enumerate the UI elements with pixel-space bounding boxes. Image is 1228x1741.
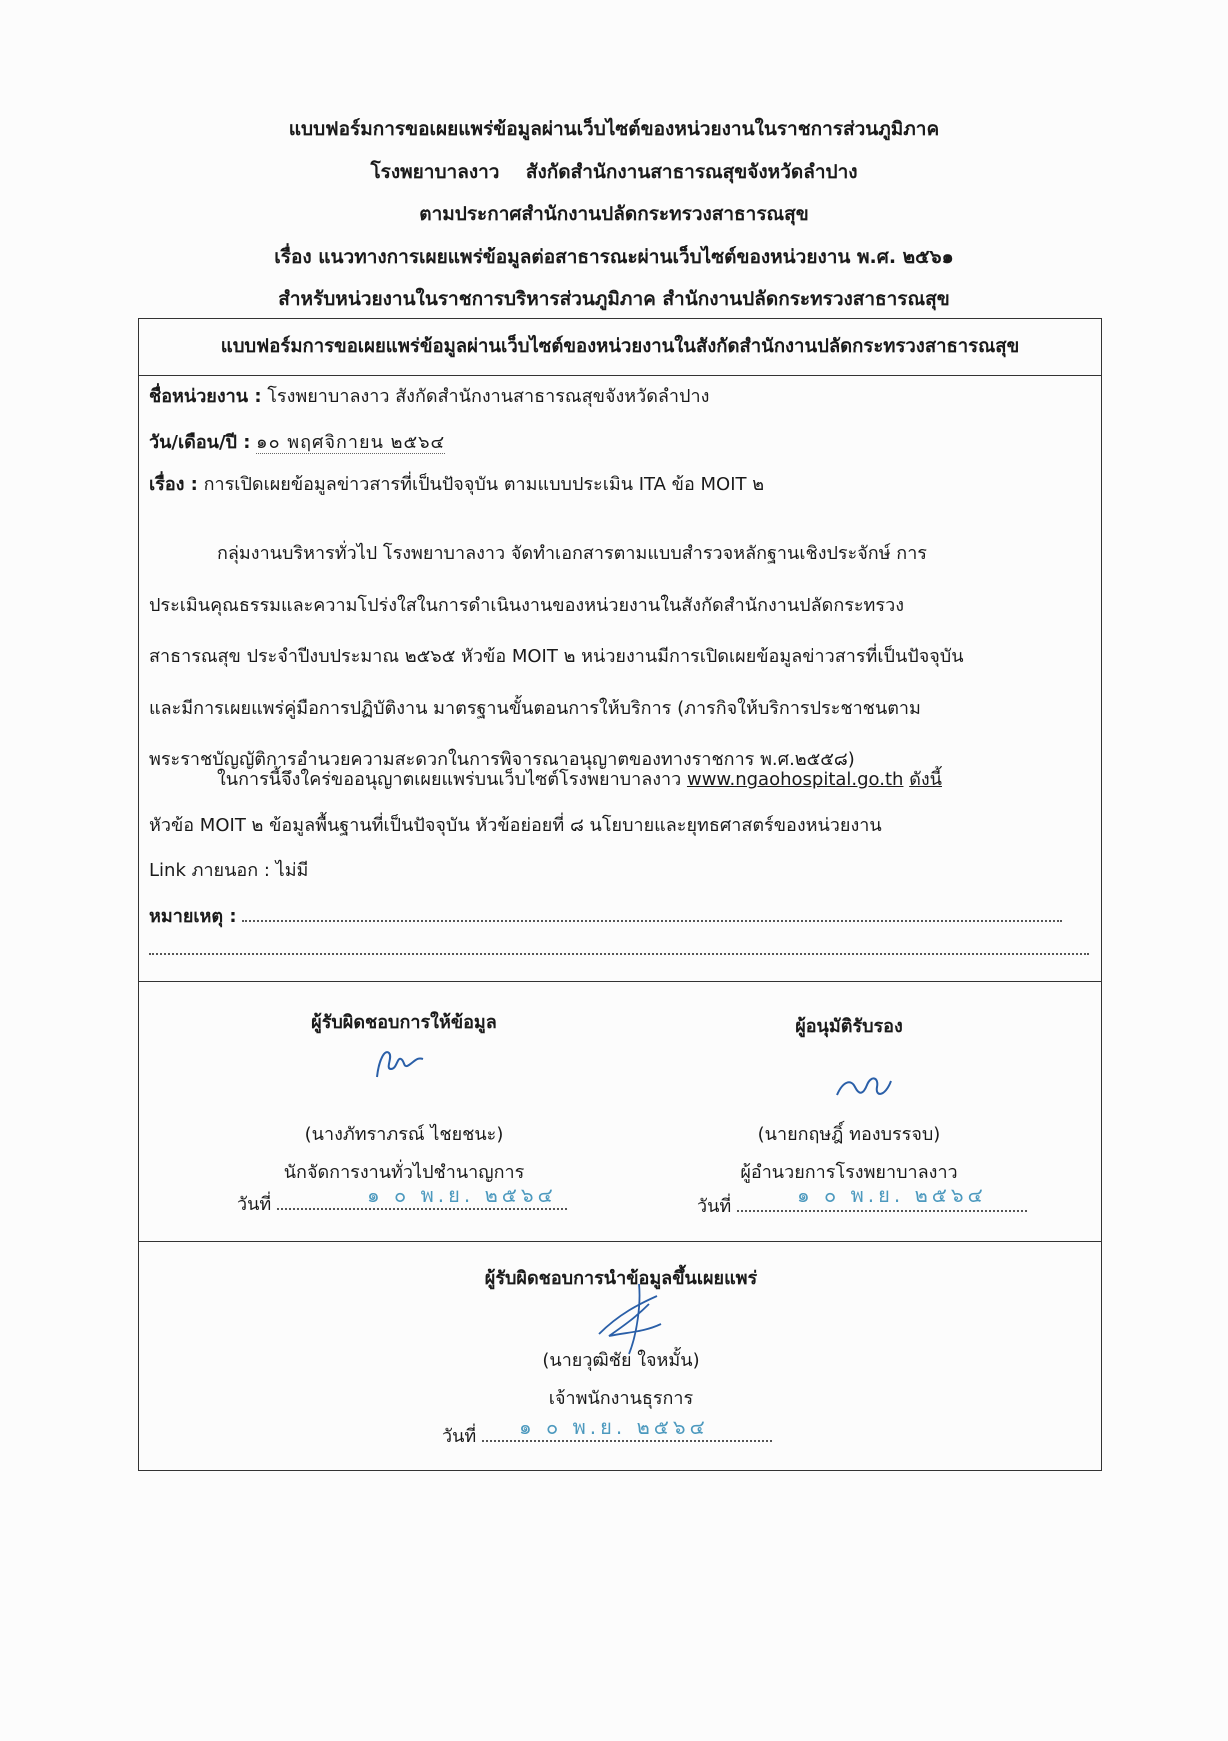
body-line: และมีการเผยแพร่คู่มือการปฏิบัติงาน มาตรฐานขั้นตอนการให้บริการ (ภารกิจให้บริการประชาชนตาม: [149, 697, 921, 719]
topic-row: หัวข้อ MOIT ๒ ข้อมูลพื้นฐานที่เป็นปัจจุบัน หัวข้อย่อยที่ ๘ นโยบายและยุทธศาสตร์ของหน่วยงาน: [149, 815, 882, 836]
bottom-date-stamp: ๑ ๐ พ.ย. ๒๕๖๔: [519, 1415, 709, 1439]
divider: [139, 1241, 1101, 1242]
subject-value: การเปิดเผยข้อมูลข่าวสารที่เป็นปัจจุบัน ตามแบบประเมิน ITA ข้อ MOIT ๒: [203, 474, 765, 495]
body-line: พระราชบัญญัติการอำนวยความสะดวกในการพิจารณาอนุญาตของทางราชการ พ.ศ.๒๕๕๘): [149, 749, 855, 770]
header-line-4: เรื่อง แนวทางการเผยแพร่ข้อมูลต่อสาธารณะผ่านเว็บไซต์ของหน่วยงาน พ.ศ. ๒๕๖๑: [274, 245, 954, 268]
right-signer-heading: ผู้อนุมัติรับรอง: [795, 1016, 903, 1037]
link-label: Link ภายนอก :: [149, 860, 270, 881]
header-line-2: โรงพยาบาลงาว สังกัดสำนักงานสาธารณสุขจังหวัดลำปาง: [370, 160, 858, 183]
request-text: ในการนี้จึงใคร่ขออนุญาตเผยแพร่บนเว็บไซต์โรงพยาบาลงาว: [217, 769, 682, 790]
divider: [139, 981, 1101, 982]
bottom-signer-heading: ผู้รับผิดชอบการนำข้อมูลขึ้นเผยแพร่: [484, 1268, 758, 1289]
right-date-label: วันที่: [697, 1196, 732, 1217]
header-line-3: ตามประกาศสำนักงานปลัดกระทรวงสาธารณสุข: [419, 203, 809, 225]
right-date-stamp: ๑ ๐ พ.ย. ๒๕๖๔: [797, 1183, 987, 1207]
right-signer-position: ผู้อำนวยการโรงพยาบาลงาว: [740, 1162, 958, 1183]
bottom-signer-name: (นายวุฒิชัย ใจหมั้น): [542, 1350, 700, 1371]
date-label: วัน/เดือน/ปี :: [149, 432, 251, 453]
form-title: แบบฟอร์มการขอเผยแพร่ข้อมูลผ่านเว็บไซต์ของหน่วยงานในสังกัดสำนักงานปลัดกระทรวงสาธารณสุข: [220, 336, 1020, 357]
request-suffix: ดังนี้: [909, 769, 942, 790]
subject-label: เรื่อง :: [149, 474, 198, 495]
request-row: [217, 764, 942, 793]
link-value: ไม่มี: [275, 860, 309, 881]
header-line-1: แบบฟอร์มการขอเผยแพร่ข้อมูลผ่านเว็บไซต์ของหน่วยงานในราชการส่วนภูมิภาค: [288, 118, 940, 140]
note-dotted-line: [242, 919, 1062, 922]
subject-row: [149, 469, 764, 498]
body-line: กลุ่มงานบริหารทั่วไป โรงพยาบาลงาว จัดทำเอกสารตามแบบสำรวจหลักฐานเชิงประจักษ์ การ: [217, 543, 927, 564]
body-line: ประเมินคุณธรรมและความโปร่งใสในการดำเนินงานของหน่วยงานในสังกัดสำนักงานปลัดกระทรวง: [149, 594, 904, 616]
left-signer-heading: ผู้รับผิดชอบการให้ข้อมูล: [311, 1012, 497, 1033]
left-signer-name: (นางภัทราภรณ์ ไชยชนะ): [304, 1124, 504, 1145]
link-row: [149, 855, 308, 884]
bottom-date-label: วันที่: [442, 1426, 477, 1447]
unit-label: ชื่อหน่วยงาน :: [149, 386, 262, 407]
body-paragraph: [149, 528, 1093, 786]
left-date-stamp: ๑ ๐ พ.ย. ๒๕๖๔: [367, 1183, 557, 1207]
note-label: หมายเหตุ :: [149, 906, 237, 927]
bottom-signer-position: เจ้าพนักงานธุรการ: [548, 1388, 694, 1409]
body-line: สาธารณสุข ประจำปีงบประมาณ ๒๕๖๕ หัวข้อ MOIT ๒ หน่วยงานมีการเปิดเผยข้อมูลข่าวสารที่เป็นปัจจุบัน: [149, 646, 964, 667]
note-dotted-line: [149, 952, 1089, 955]
unit-row: [149, 381, 709, 410]
note-row-2: [149, 939, 1089, 960]
right-signer-name: (นายกฤษฎิ์ ทองบรรจบ): [757, 1124, 941, 1145]
header-line-5: สำหรับหน่วยงานในราชการบริหารส่วนภูมิภาค สำนักงานปลัดกระทรวงสาธารณสุข: [278, 288, 950, 310]
date-row: [149, 427, 445, 456]
left-signer-position: นักจัดการงานทั่วไปชำนาญการ: [283, 1162, 525, 1183]
note-row: [149, 901, 1062, 930]
form-frame: [138, 318, 1102, 1471]
divider: [139, 375, 1101, 376]
document-header: [0, 108, 1228, 321]
date-value: ๑๐ พฤศจิกายน ๒๕๖๔: [256, 432, 446, 453]
left-signature-image: [367, 1039, 437, 1089]
website-link[interactable]: www.ngaohospital.go.th: [686, 769, 904, 790]
left-date-label: วันที่: [237, 1194, 272, 1215]
unit-value: โรงพยาบาลงาว สังกัดสำนักงานสาธารณสุขจังหวัดลำปาง: [267, 386, 710, 407]
right-signature-image: [829, 1067, 899, 1107]
